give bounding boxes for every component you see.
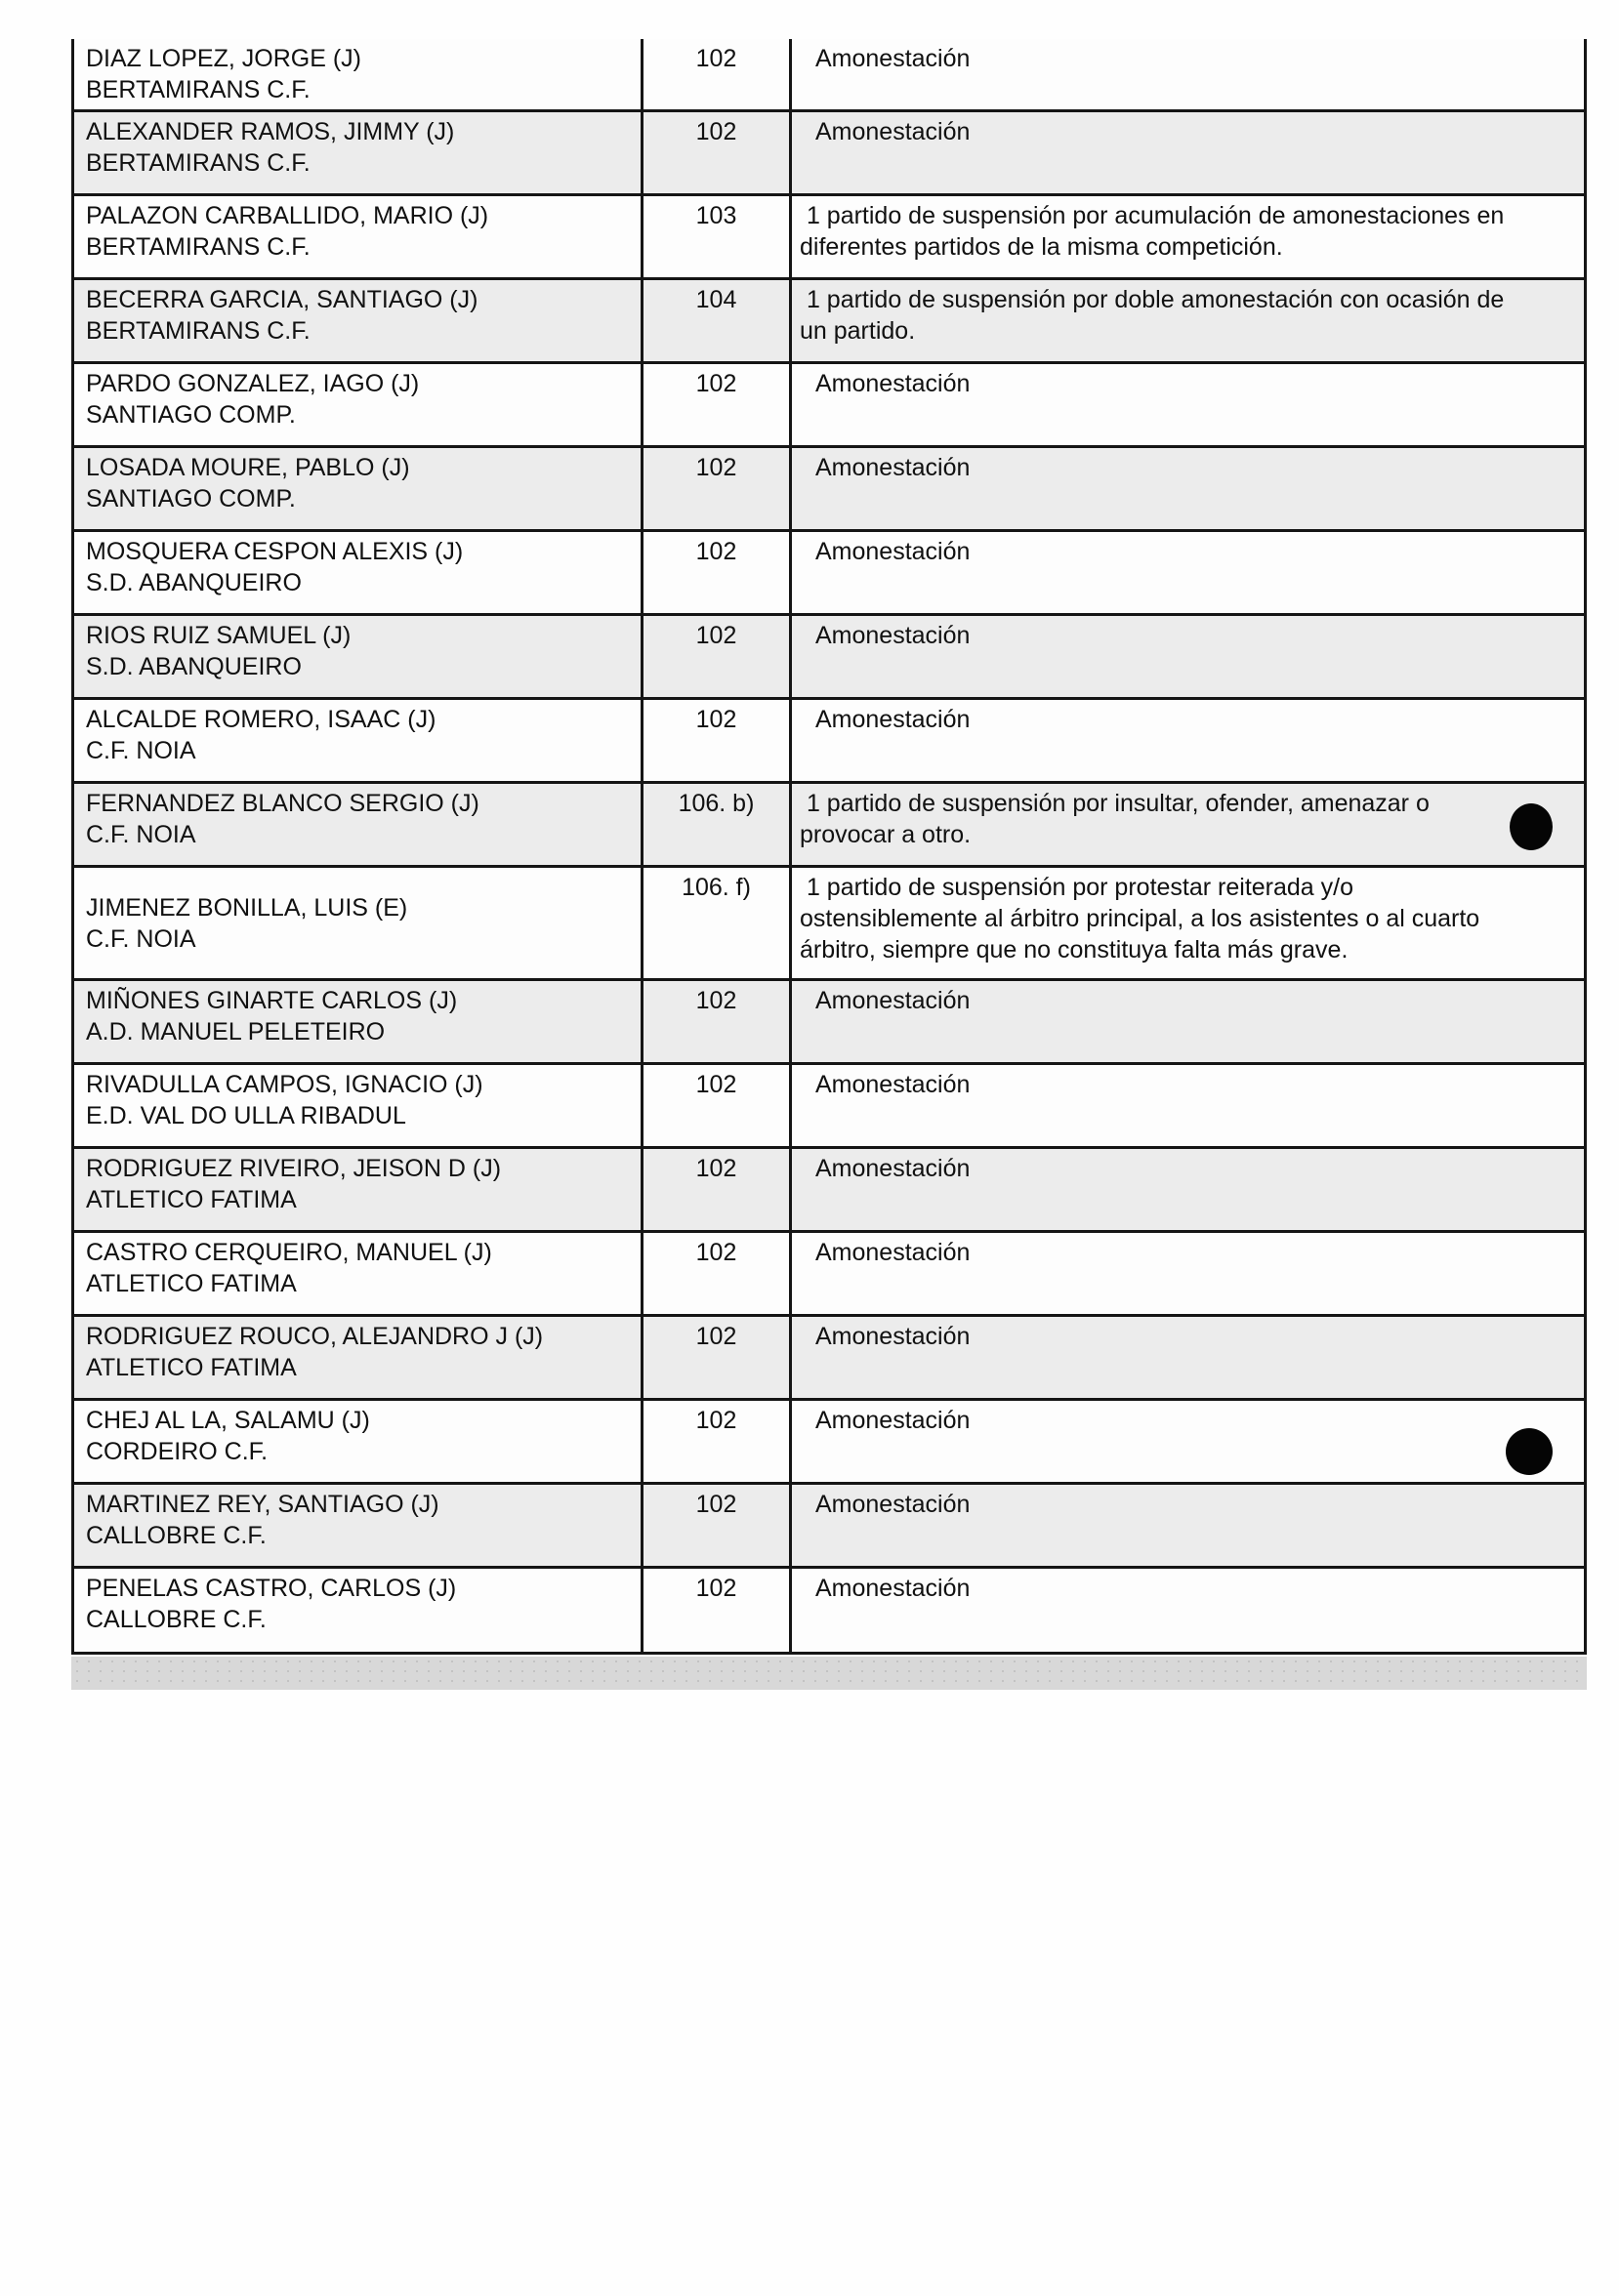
sanction-text: Amonestación <box>815 987 971 1014</box>
player-name: LOSADA MOURE, PABLO (J) <box>86 454 410 481</box>
sanction-cell <box>792 1149 1584 1230</box>
article-cell: 102 <box>643 1149 792 1230</box>
sanction-text-line-1: 1 partido de suspensión por doble amonestación con ocasión de <box>800 286 1505 313</box>
player-name: CASTRO CERQUEIRO, MANUEL (J) <box>86 1239 492 1266</box>
sanction-text: Amonestación <box>815 1071 971 1098</box>
sanction-cell <box>792 616 1584 697</box>
player-cell <box>74 1317 643 1398</box>
hole-punch-mark <box>1510 803 1553 850</box>
sanction-cell <box>792 280 1584 361</box>
article-cell: 102 <box>643 1233 792 1314</box>
player-cell <box>74 616 643 697</box>
sanction-cell <box>792 532 1584 613</box>
club-name: A.D. MANUEL PELETEIRO <box>86 1018 386 1046</box>
article-cell: 102 <box>643 364 792 445</box>
hole-punch-mark <box>1506 1428 1553 1475</box>
club-name: ATLETICO FATIMA <box>86 1270 297 1297</box>
sanction-text: Amonestación <box>815 622 971 649</box>
player-cell <box>74 1149 643 1230</box>
table-row <box>74 981 1584 1065</box>
sanction-text: Amonestación <box>815 370 971 397</box>
player-cell <box>74 1233 643 1314</box>
player-name: MARTINEZ REY, SANTIAGO (J) <box>86 1491 439 1518</box>
sanction-cell <box>792 448 1584 529</box>
table-row <box>74 700 1584 784</box>
table-row <box>74 1569 1584 1655</box>
sanction-cell <box>792 1065 1584 1146</box>
player-cell <box>74 364 643 445</box>
club-name: E.D. VAL DO ULLA RIBADUL <box>86 1102 406 1129</box>
sanction-text-line-2: ostensiblemente al árbitro principal, a los asistentes o al cuarto <box>800 905 1480 932</box>
player-name: ALCALDE ROMERO, ISAAC (J) <box>86 706 436 733</box>
player-cell <box>74 280 643 361</box>
sanction-cell <box>792 112 1584 193</box>
player-name: PENELAS CASTRO, CARLOS (J) <box>86 1575 457 1602</box>
sanction-text: Amonestación <box>815 118 971 145</box>
article-cell: 106. b) <box>643 784 792 865</box>
player-name: DIAZ LOPEZ, JORGE (J) <box>86 45 361 72</box>
sanction-cell <box>792 1317 1584 1398</box>
sanction-text: Amonestación <box>815 706 971 733</box>
table-row <box>74 616 1584 700</box>
article-cell: 103 <box>643 196 792 277</box>
player-name: MOSQUERA CESPON ALEXIS (J) <box>86 538 464 565</box>
player-cell <box>74 448 643 529</box>
table-row <box>74 868 1584 981</box>
table-row <box>74 1485 1584 1569</box>
club-name: C.F. NOIA <box>86 821 196 848</box>
player-name: CHEJ AL LA, SALAMU (J) <box>86 1407 370 1434</box>
sanction-text: Amonestación <box>815 1575 971 1602</box>
table-row <box>74 196 1584 280</box>
club-name: ATLETICO FATIMA <box>86 1354 297 1381</box>
table-row <box>74 1401 1584 1485</box>
player-name: RIOS RUIZ SAMUEL (J) <box>86 622 352 649</box>
club-name: BERTAMIRANS C.F. <box>86 149 311 177</box>
sanction-cell <box>792 981 1584 1062</box>
player-cell <box>74 981 643 1062</box>
article-cell: 102 <box>643 448 792 529</box>
table-row <box>74 448 1584 532</box>
sanction-text-line-2: diferentes partidos de la misma competición. <box>800 233 1283 261</box>
player-name: PALAZON CARBALLIDO, MARIO (J) <box>86 202 489 229</box>
club-name: CORDEIRO C.F. <box>86 1438 269 1465</box>
sanction-text: Amonestación <box>815 45 971 72</box>
table-row <box>74 532 1584 616</box>
player-name: ALEXANDER RAMOS, JIMMY (J) <box>86 118 455 145</box>
sanctions-table <box>71 39 1587 1655</box>
article-cell: 102 <box>643 112 792 193</box>
sanction-text: Amonestación <box>815 1407 971 1434</box>
club-name: SANTIAGO COMP. <box>86 401 296 429</box>
player-name: MIÑONES GINARTE CARLOS (J) <box>86 987 458 1014</box>
sanction-text: Amonestación <box>815 454 971 481</box>
club-name: BERTAMIRANS C.F. <box>86 233 311 261</box>
sanction-text-line-3: árbitro, siempre que no constituya falta más grave. <box>800 936 1349 964</box>
sanction-cell <box>792 784 1584 865</box>
table-row <box>74 784 1584 868</box>
sanction-cell <box>792 1569 1584 1652</box>
scan-shading-band <box>71 1657 1587 1690</box>
sanction-cell <box>792 1485 1584 1566</box>
player-name: JIMENEZ BONILLA, LUIS (E) <box>86 893 408 922</box>
article-cell: 102 <box>643 1317 792 1398</box>
player-cell <box>74 112 643 193</box>
sanction-text: Amonestación <box>815 1155 971 1182</box>
article-cell: 102 <box>643 532 792 613</box>
player-cell <box>74 1569 643 1652</box>
sanction-text-line-1: 1 partido de suspensión por insultar, ofender, amenazar o <box>800 790 1430 817</box>
table-row <box>74 1149 1584 1233</box>
article-cell: 102 <box>643 1401 792 1482</box>
table-row <box>74 364 1584 448</box>
player-name: BECERRA GARCIA, SANTIAGO (J) <box>86 286 478 313</box>
sanction-text-line-1: 1 partido de suspensión por protestar reiterada y/o <box>800 874 1354 901</box>
sanction-text: Amonestación <box>815 1323 971 1350</box>
player-name: PARDO GONZALEZ, IAGO (J) <box>86 370 420 397</box>
player-cell <box>74 196 643 277</box>
player-cell <box>74 784 643 865</box>
sanction-cell <box>792 700 1584 781</box>
sanction-text: Amonestación <box>815 1491 971 1518</box>
player-cell <box>74 1485 643 1566</box>
sanction-cell <box>792 196 1584 277</box>
sanction-cell <box>792 39 1584 109</box>
table-row <box>74 39 1584 112</box>
club-name: BERTAMIRANS C.F. <box>86 317 311 345</box>
article-cell: 102 <box>643 981 792 1062</box>
sanction-cell <box>792 868 1584 978</box>
player-name: FERNANDEZ BLANCO SERGIO (J) <box>86 790 479 817</box>
player-cell <box>74 868 643 978</box>
table-row <box>74 280 1584 364</box>
sanction-text-line-2: un partido. <box>800 317 916 345</box>
article-cell: 102 <box>643 39 792 109</box>
article-cell: 102 <box>643 616 792 697</box>
club-name: BERTAMIRANS C.F. <box>86 76 311 103</box>
player-cell <box>74 1065 643 1146</box>
player-name: RIVADULLA CAMPOS, IGNACIO (J) <box>86 1071 483 1098</box>
player-name: RODRIGUEZ ROUCO, ALEJANDRO J (J) <box>86 1323 544 1350</box>
table-row <box>74 1317 1584 1401</box>
player-name: RODRIGUEZ RIVEIRO, JEISON D (J) <box>86 1155 502 1182</box>
sanction-text: Amonestación <box>815 1239 971 1266</box>
club-name: S.D. ABANQUEIRO <box>86 569 302 596</box>
article-cell: 106. f) <box>643 868 792 978</box>
club-name: CALLOBRE C.F. <box>86 1606 267 1633</box>
club-name: SANTIAGO COMP. <box>86 485 296 512</box>
club-name: ATLETICO FATIMA <box>86 1186 297 1213</box>
player-cell <box>74 532 643 613</box>
article-cell: 102 <box>643 700 792 781</box>
article-cell: 102 <box>643 1485 792 1566</box>
article-cell: 104 <box>643 280 792 361</box>
article-cell: 102 <box>643 1569 792 1652</box>
club-name: C.F. NOIA <box>86 924 196 953</box>
table-row <box>74 1065 1584 1149</box>
club-name: C.F. NOIA <box>86 737 196 764</box>
sanction-text-line-1: 1 partido de suspensión por acumulación de amonestaciones en <box>800 202 1505 229</box>
player-cell <box>74 39 643 109</box>
sanction-cell <box>792 364 1584 445</box>
article-cell: 102 <box>643 1065 792 1146</box>
club-name: S.D. ABANQUEIRO <box>86 653 302 680</box>
table-row <box>74 1233 1584 1317</box>
sanction-cell <box>792 1233 1584 1314</box>
player-cell <box>74 700 643 781</box>
club-name: CALLOBRE C.F. <box>86 1522 267 1549</box>
player-cell <box>74 1401 643 1482</box>
sanction-text-line-2: provocar a otro. <box>800 821 972 848</box>
sanction-text: Amonestación <box>815 538 971 565</box>
sanction-cell <box>792 1401 1584 1482</box>
table-row <box>74 112 1584 196</box>
